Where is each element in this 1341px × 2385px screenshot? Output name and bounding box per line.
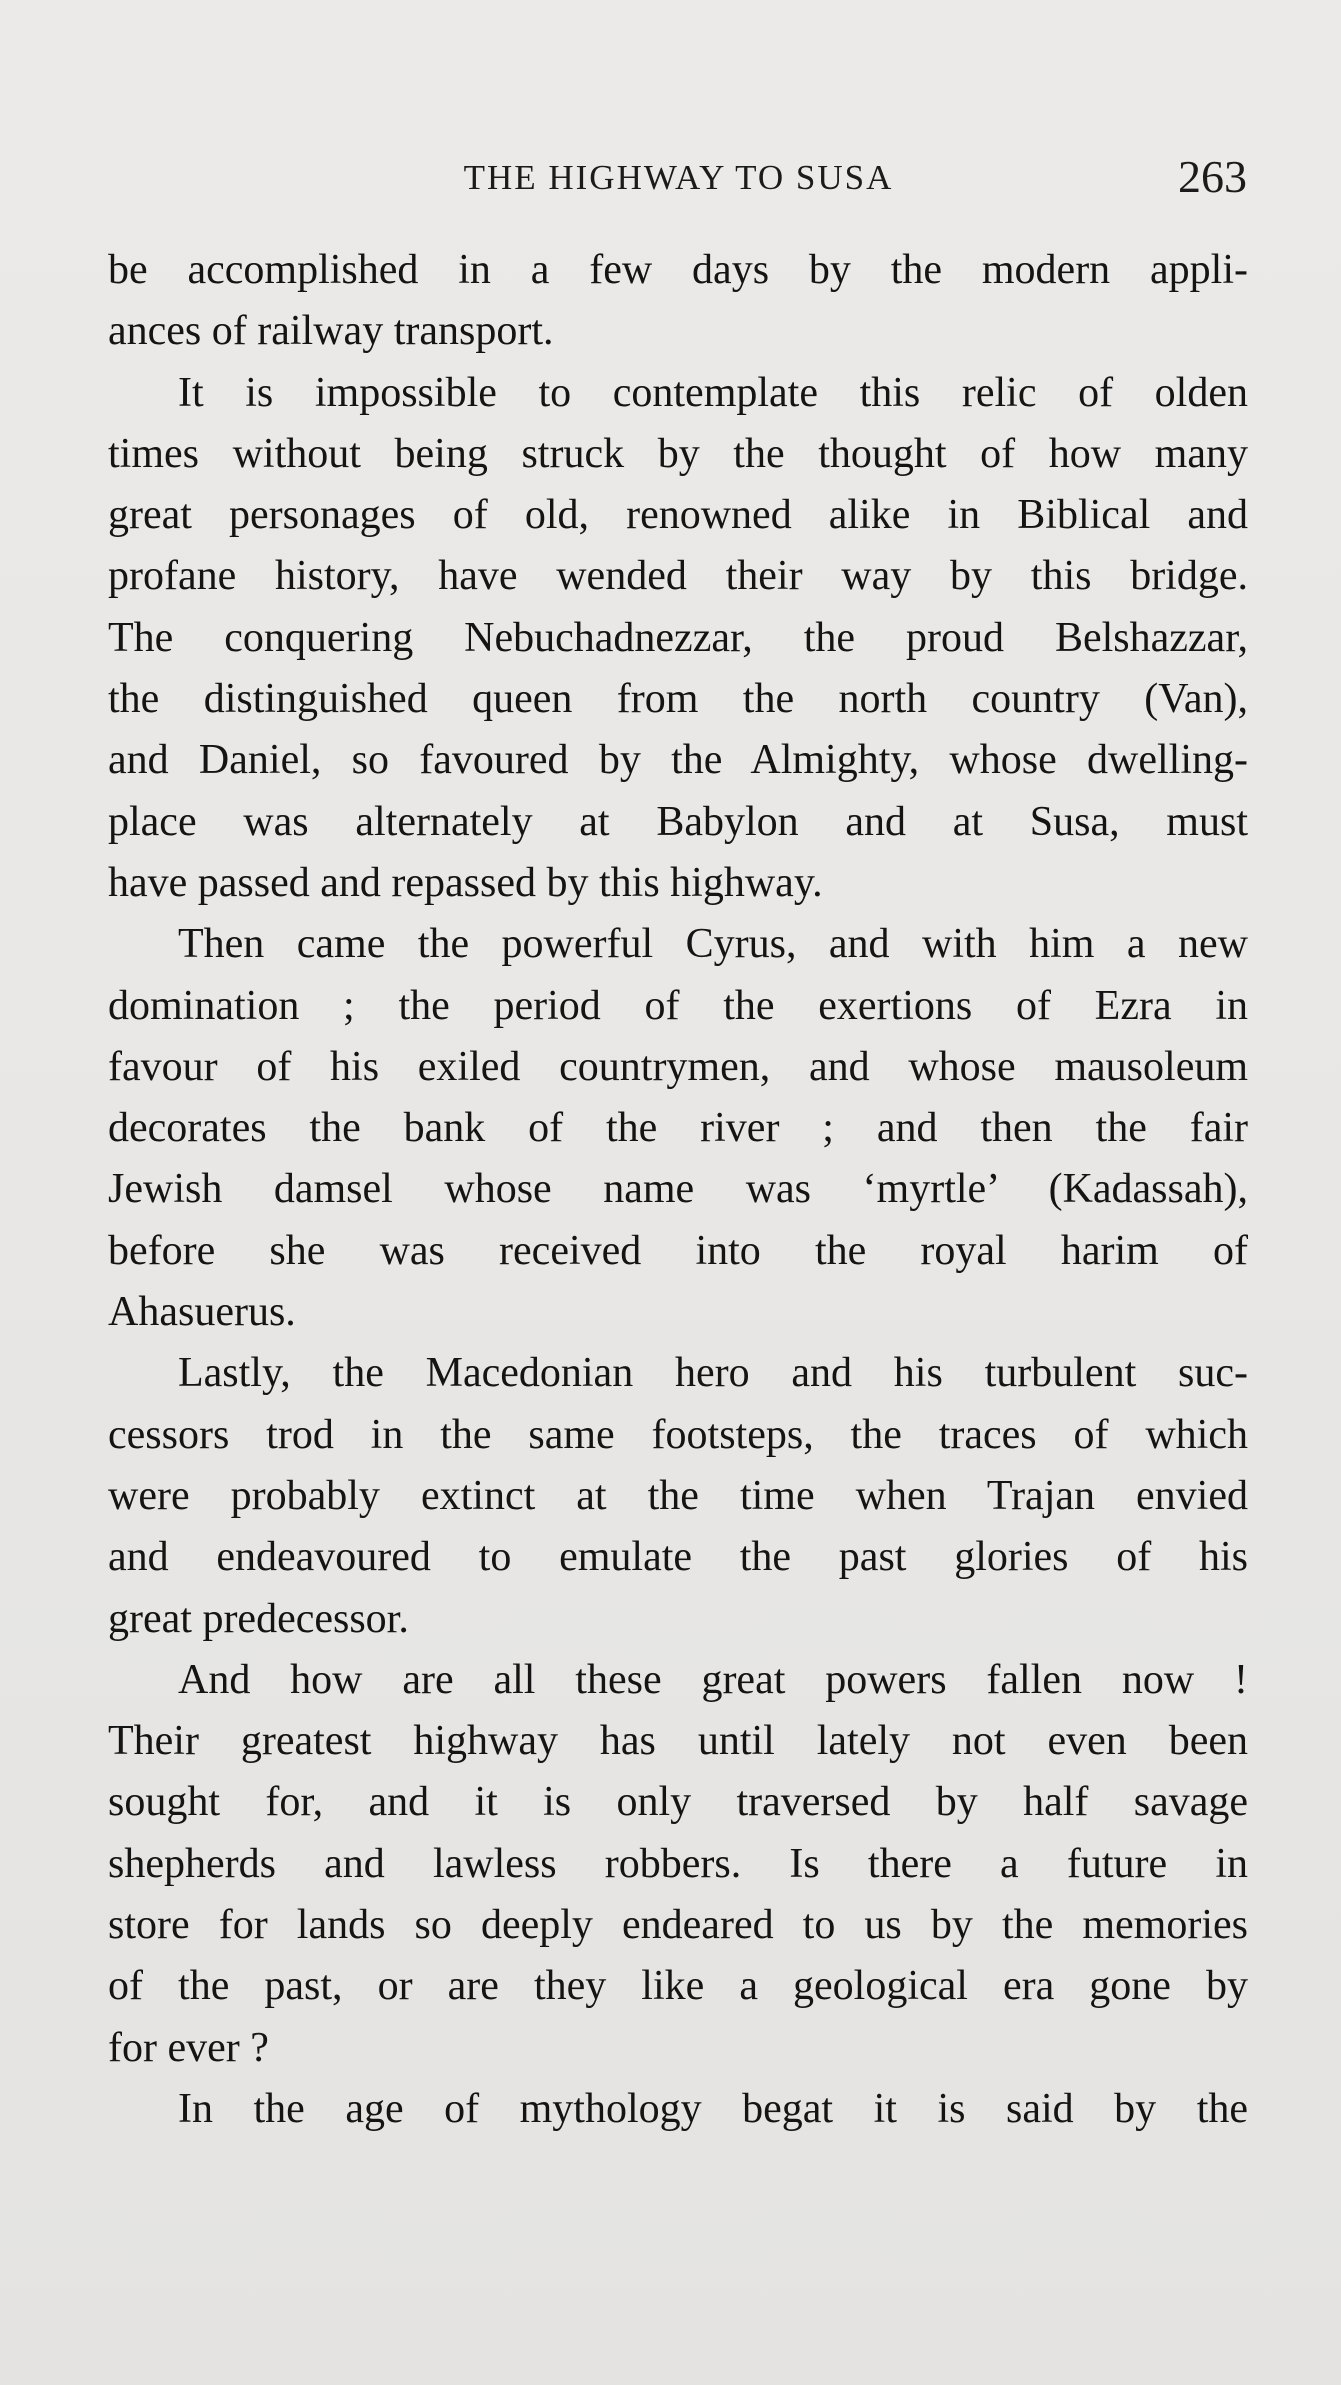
text-line: Then came the powerful Cyrus, and with him a new: [178, 921, 1248, 968]
text-line: favour of his exiled countrymen, and whose mausoleum: [108, 1043, 1248, 1090]
text-line: Jewish damsel whose name was ‘myrtle’ (Kadassah),: [108, 1166, 1248, 1213]
text-line: The conquering Nebuchadnezzar, the proud Belshazzar,: [108, 614, 1248, 661]
body-text: [108, 240, 1248, 2140]
text-line: the distinguished queen from the north country (Van),: [108, 676, 1248, 723]
running-title: THE HIGHWAY TO SUSA: [463, 158, 894, 197]
text-line: of the past, or are they like a geological era gone by: [108, 1963, 1248, 2010]
text-line: times without being struck by the thought of how many: [108, 430, 1248, 477]
text-line: before she was received into the royal harim of: [108, 1227, 1248, 1274]
text-line: decorates the bank of the river ; and then the fair: [108, 1105, 1248, 1152]
text-line: Their greatest highway has until lately not even been: [108, 1718, 1248, 1765]
text-line: great predecessor.: [108, 1595, 409, 1642]
text-line: be accomplished in a few days by the modern appli-: [108, 247, 1248, 293]
text-line: cessors trod in the same footsteps, the traces of which: [108, 1411, 1248, 1458]
text-line: were probably extinct at the time when Trajan envied: [108, 1472, 1248, 1519]
text-line: It is impossible to contemplate this relic of olden: [178, 369, 1248, 416]
text-line: Ahasuerus.: [108, 1289, 296, 1336]
text-line: And how are all these great powers fallen now !: [178, 1656, 1248, 1703]
text-line: Lastly, the Macedonian hero and his turbulent suc-: [178, 1350, 1248, 1397]
text-line: and endeavoured to emulate the past glories of his: [108, 1534, 1248, 1581]
text-line: shepherds and lawless robbers. Is there a future in: [108, 1840, 1248, 1887]
text-line: and Daniel, so favoured by the Almighty, whose dwelling-: [108, 737, 1248, 784]
text-line: great personages of old, renowned alike in Biblical and: [108, 492, 1248, 539]
text-line: have passed and repassed by this highway.: [108, 859, 823, 906]
text-line: profane history, have wended their way by this bridge.: [108, 553, 1248, 600]
text-line: domination ; the period of the exertions of Ezra in: [108, 982, 1248, 1029]
text-line: In the age of mythology begat it is said by the: [178, 2085, 1248, 2132]
text-line: store for lands so deeply endeared to us by the memories: [108, 1902, 1248, 1949]
running-head: [110, 150, 1247, 210]
text-line: ances of railway transport.: [108, 308, 554, 355]
text-line: place was alternately at Babylon and at Susa, must: [108, 798, 1248, 845]
page-number: 263: [1178, 151, 1247, 202]
text-line: sought for, and it is only traversed by half savage: [108, 1779, 1248, 1826]
text-line: for ever ?: [108, 2024, 269, 2071]
